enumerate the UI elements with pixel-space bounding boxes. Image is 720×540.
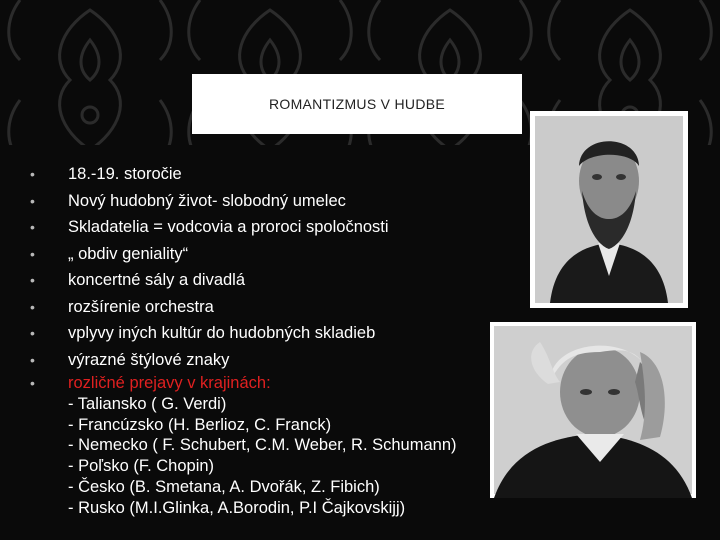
bullet-dot-icon: • — [30, 245, 35, 262]
country-line: - Nemecko ( F. Schubert, C.M. Weber, R. Schumann) — [68, 436, 457, 455]
bullet-dot-icon: • — [30, 325, 35, 341]
bullet-dot-icon: • — [30, 375, 35, 391]
portrait-photo-bearded-man — [530, 111, 688, 308]
bullet-item — [30, 214, 500, 241]
bullet-list — [30, 161, 500, 519]
bullet-item-highlighted — [30, 373, 500, 394]
bullet-item — [30, 347, 500, 374]
bullet-dot-icon: • — [30, 219, 35, 235]
bullet-text-highlighted: rozličné prejavy v krajinách: — [68, 374, 271, 392]
bullet-text: Skladatelia = vodcovia a proroci spoločnosti — [68, 218, 389, 236]
bullet-dot-icon: • — [30, 272, 35, 288]
bullet-item — [30, 320, 500, 347]
bullet-text: 18.-19. storočie — [68, 165, 182, 183]
bullet-item — [30, 294, 500, 321]
portrait-photo-man-hand-on-head — [490, 322, 696, 498]
country-line: - Poľsko (F. Chopin) — [68, 457, 215, 476]
bullet-text: vplyvy iných kultúr do hudobných skladieb — [68, 324, 376, 342]
title-box — [192, 74, 522, 134]
country-line: - Taliansko ( G. Verdi) — [68, 394, 227, 413]
bullet-text: koncertné sály a divadlá — [68, 271, 246, 289]
bullet-text: „ obdiv geniality“ — [68, 244, 189, 263]
country-list — [30, 394, 500, 519]
bullet-item — [30, 267, 500, 294]
country-line: - Rusko (M.I.Glinka, A.Borodin, P.I Čajkovskijj) — [68, 498, 406, 517]
bullet-item — [30, 241, 500, 268]
country-line: - Francúzsko (H. Berlioz, C. Franck) — [68, 415, 332, 434]
bullet-item — [30, 161, 500, 188]
bullet-dot-icon: • — [30, 351, 35, 368]
bullet-item — [30, 188, 500, 215]
bullet-text: výrazné štýlové znaky — [68, 350, 230, 369]
bullet-text: rozšírenie orchestra — [68, 297, 214, 316]
bullet-dot-icon: • — [30, 298, 35, 315]
bullet-dot-icon: • — [30, 192, 35, 209]
country-line: - Česko (B. Smetana, A. Dvořák, Z. Fibich) — [68, 477, 380, 496]
slide-title: ROMANTIZMUS V HUDBE — [268, 96, 446, 112]
bullet-dot-icon: • — [30, 166, 35, 182]
bullet-text: Nový hudobný život- slobodný umelec — [68, 191, 346, 210]
